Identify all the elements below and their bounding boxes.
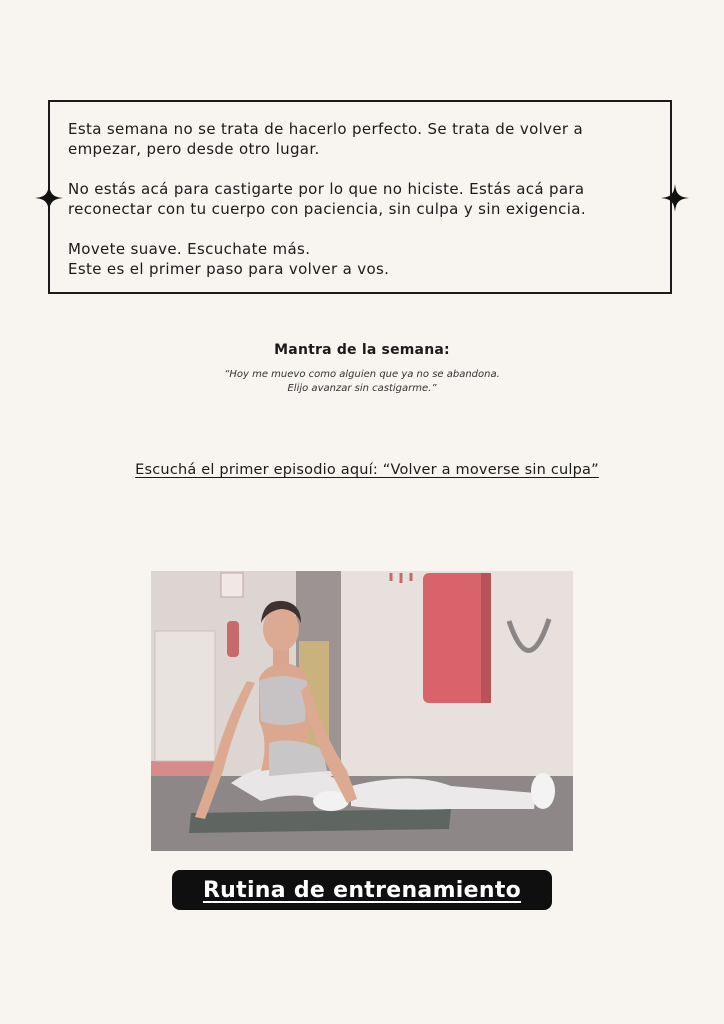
sparkle-icon [35, 184, 63, 212]
intro-paragraph-1: Esta semana no se trata de hacerlo perfecto. Se trata de volver a empezar, pero desde otro lugar. [68, 120, 584, 158]
woman-stretching-photo [151, 571, 573, 851]
training-routine-button[interactable]: Rutina de entrenamiento [172, 870, 552, 910]
intro-paragraph-3-line-2: Este es el primer paso para volver a vos. [68, 260, 390, 278]
podcast-episode-link[interactable]: Escuchá el primer episodio aquí: “Volver a moverse sin culpa” [135, 462, 599, 478]
mantra-quote [0, 368, 724, 396]
intro-paragraph-3 [68, 239, 652, 279]
intro-message-box [48, 100, 672, 294]
intro-paragraph-3-line-1: Movete suave. Escuchate más. [68, 240, 311, 258]
sparkle-icon [661, 184, 689, 212]
mantra-quote-line-2: Elijo avanzar sin castigarme.” [287, 383, 437, 394]
mantra-title: Mantra de la semana: [274, 342, 450, 358]
photo-illustration [151, 571, 573, 851]
intro-paragraph-2: No estás acá para castigarte por lo que no hiciste. Estás acá para reconectar con tu cuerpo con paciencia, sin culpa y sin exigencia. [68, 180, 586, 218]
mantra-quote-line-1: “Hoy me muevo como alguien que ya no se abandona. [224, 369, 500, 380]
